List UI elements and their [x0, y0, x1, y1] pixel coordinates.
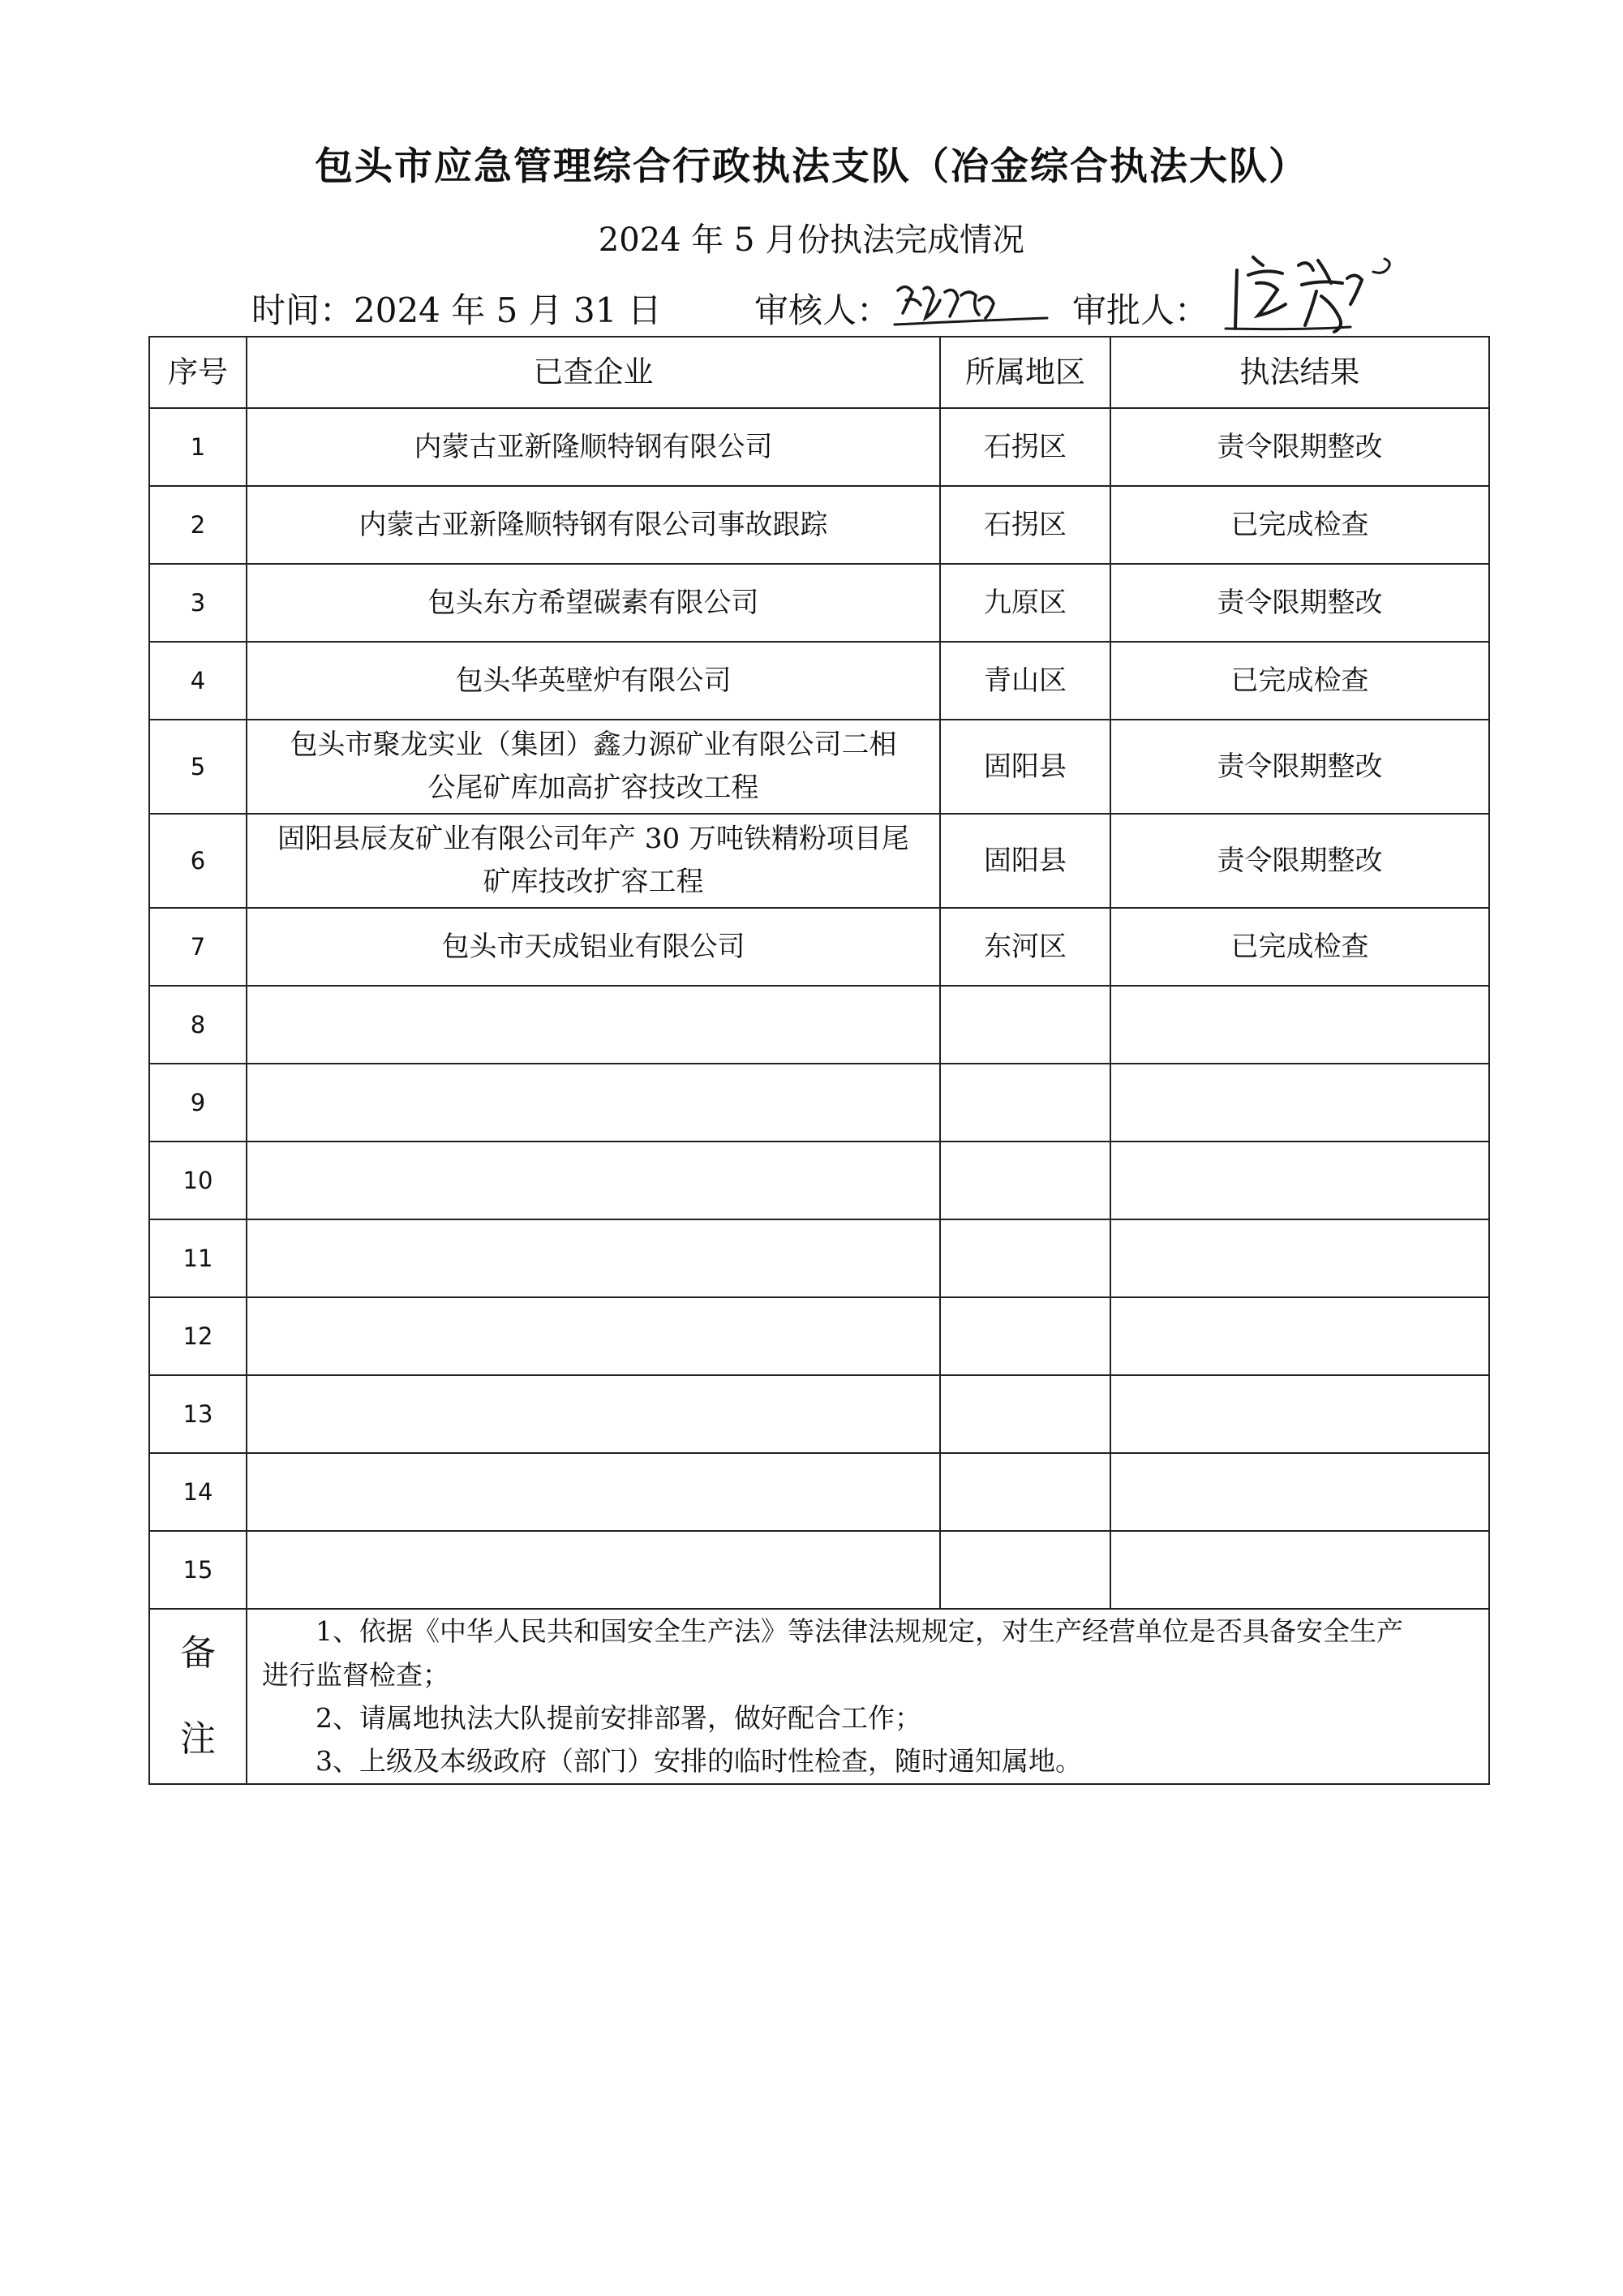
- company-name: [247, 1375, 940, 1453]
- company-name: [247, 814, 940, 908]
- row-number: 10: [149, 1142, 247, 1219]
- company-name: [247, 1219, 940, 1297]
- region: 九原区: [940, 564, 1110, 642]
- table-row: [149, 408, 1489, 486]
- note-line-1-cont: 进行监督检查；: [262, 1658, 449, 1691]
- document-subtitle: 2024 年 5 月份执法完成情况: [598, 221, 1025, 259]
- table-header-row: [149, 337, 1489, 408]
- table-row: [149, 642, 1489, 720]
- table-row: [149, 908, 1489, 986]
- company-name: [247, 720, 940, 814]
- result: [1110, 1219, 1489, 1297]
- notes-content: [247, 1609, 1489, 1784]
- result: 已完成检查: [1110, 486, 1489, 564]
- region: [940, 1531, 1110, 1609]
- table-row: [149, 986, 1489, 1064]
- notes-label-char-1: 备: [180, 1632, 216, 1675]
- result: [1110, 1375, 1489, 1453]
- table-row: [149, 1531, 1489, 1609]
- date-line: 时间：2024 年 5 月 31 日: [251, 290, 662, 330]
- company-name-line1: 包头市聚龙实业（集团）鑫力源矿业有限公司二相: [290, 729, 897, 762]
- table-row: [149, 486, 1489, 564]
- company-name: 包头东方希望碳素有限公司: [247, 564, 940, 642]
- region: [940, 1064, 1110, 1142]
- notes-row: [149, 1609, 1489, 1784]
- row-number: 6: [149, 814, 247, 908]
- company-name-line1: 固阳县辰友矿业有限公司年产 30 万吨铁精粉项目尾: [277, 823, 909, 856]
- company-name: 内蒙古亚新隆顺特钢有限公司: [247, 408, 940, 486]
- row-number: 5: [149, 720, 247, 814]
- region: [940, 986, 1110, 1064]
- region: [940, 1297, 1110, 1375]
- header-company: 已查企业: [247, 337, 940, 408]
- result: 已完成检查: [1110, 908, 1489, 986]
- company-name: 包头市天成铝业有限公司: [247, 908, 940, 986]
- company-name: [247, 1064, 940, 1142]
- company-name: [247, 1297, 940, 1375]
- region: 青山区: [940, 642, 1110, 720]
- region: 固阳县: [940, 720, 1110, 814]
- company-name-line2: 矿库技改扩容工程: [483, 866, 704, 898]
- region: [940, 1453, 1110, 1531]
- region: 石拐区: [940, 486, 1110, 564]
- row-number: 13: [149, 1375, 247, 1453]
- company-name: [247, 1531, 940, 1609]
- notes-label-char-2: 注: [180, 1718, 216, 1760]
- table-row: [149, 814, 1489, 908]
- company-name: [247, 1453, 940, 1531]
- table-row: [149, 720, 1489, 814]
- result: [1110, 1064, 1489, 1142]
- result: [1110, 1453, 1489, 1531]
- result: 责令限期整改: [1110, 814, 1489, 908]
- row-number: 8: [149, 986, 247, 1064]
- row-number: 2: [149, 486, 247, 564]
- table-row: [149, 1219, 1489, 1297]
- company-name-line2: 公尾矿库加高扩容技改工程: [427, 772, 759, 804]
- row-number: 3: [149, 564, 247, 642]
- header-serial: 序号: [149, 337, 247, 408]
- table-row: [149, 1142, 1489, 1219]
- row-number: 7: [149, 908, 247, 986]
- result: 已完成检查: [1110, 642, 1489, 720]
- note-line-2: 2、请属地执法大队提前安排部署，做好配合工作；: [316, 1702, 921, 1734]
- region: [940, 1375, 1110, 1453]
- inspection-table: [148, 336, 1490, 1785]
- company-name: [247, 986, 940, 1064]
- row-number: 14: [149, 1453, 247, 1531]
- region: [940, 1219, 1110, 1297]
- row-number: 1: [149, 408, 247, 486]
- reviewer-label: 审核人：: [754, 290, 891, 330]
- table-row: [149, 1453, 1489, 1531]
- header-result: 执法结果: [1110, 337, 1489, 408]
- result: [1110, 1531, 1489, 1609]
- table-row: [149, 1375, 1489, 1453]
- region: 东河区: [940, 908, 1110, 986]
- header-region: 所属地区: [940, 337, 1110, 408]
- row-number: 4: [149, 642, 247, 720]
- region: 固阳县: [940, 814, 1110, 908]
- row-number: 15: [149, 1531, 247, 1609]
- table-row: [149, 1297, 1489, 1375]
- company-name: 包头华英壁炉有限公司: [247, 642, 940, 720]
- row-number: 11: [149, 1219, 247, 1297]
- document-title: 包头市应急管理综合行政执法支队（冶金综合执法大队）: [315, 144, 1308, 189]
- result: 责令限期整改: [1110, 408, 1489, 486]
- company-name: 内蒙古亚新隆顺特钢有限公司事故跟踪: [247, 486, 940, 564]
- company-name: [247, 1142, 940, 1219]
- result: [1110, 986, 1489, 1064]
- table-row: [149, 1064, 1489, 1142]
- row-number: 12: [149, 1297, 247, 1375]
- notes-label: [149, 1609, 247, 1784]
- approver-signature: [1221, 247, 1399, 337]
- reviewer-signature: [888, 268, 1050, 333]
- result: 责令限期整改: [1110, 720, 1489, 814]
- note-line-1: 1、依据《中华人民共和国安全生产法》等法律法规规定，对生产经营单位是否具备安全生产: [316, 1615, 1403, 1648]
- region: [940, 1142, 1110, 1219]
- table-row: [149, 564, 1489, 642]
- approver-label: 审批人：: [1072, 290, 1209, 330]
- result: 责令限期整改: [1110, 564, 1489, 642]
- row-number: 9: [149, 1064, 247, 1142]
- result: [1110, 1142, 1489, 1219]
- note-line-3: 3、上级及本级政府（部门）安排的临时性检查，随时通知属地。: [316, 1745, 1082, 1778]
- region: 石拐区: [940, 408, 1110, 486]
- result: [1110, 1297, 1489, 1375]
